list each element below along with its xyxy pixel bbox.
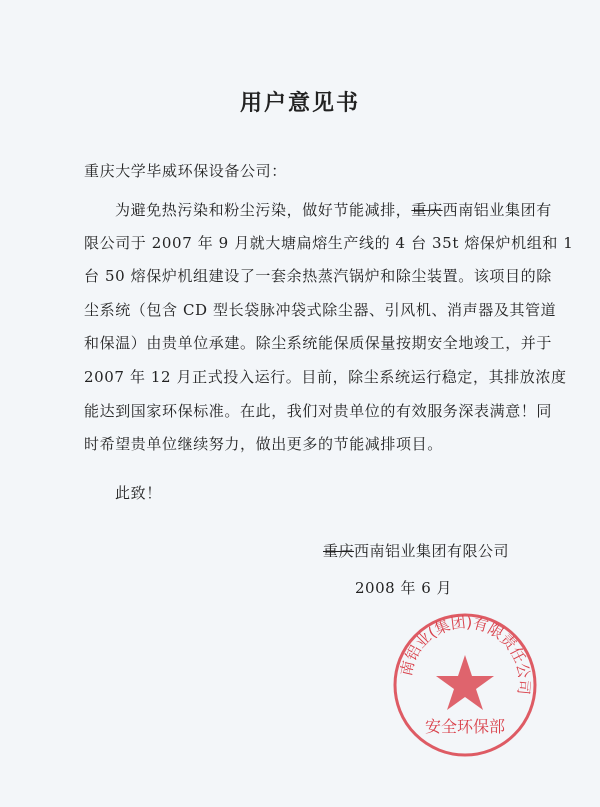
body-line-3: 台 50 熔保炉机组建设了一套余热蒸汽锅炉和除尘装置。该项目的除 (84, 267, 552, 285)
body-line-5: 和保温）由贵单位承建。除尘系统能保质保量按期安全地竣工，并于 (84, 334, 553, 352)
company-seal (390, 610, 540, 760)
seal-bottom-text: 安全环保部 (424, 717, 506, 736)
body-text: 为避免热污染和粉尘污染，做好节能减排， (115, 201, 412, 219)
seal-top-text: 南铝业(集团)有限责任公司 (397, 613, 534, 696)
greeting: 重庆大学毕威环保设备公司： (84, 162, 287, 180)
document-title: 用户意见书 (239, 90, 360, 116)
signature-struck-text: 重庆 (323, 542, 355, 560)
body-line-2: 限公司于 2007 年 9 月就大塘扁熔生产线的 4 台 35t 熔保炉机组和 1 (84, 234, 574, 252)
struck-text: 重庆 (411, 201, 443, 219)
signature-text: 西南铝业集团有限公司 (354, 542, 510, 560)
star-icon (436, 655, 494, 710)
signature (323, 540, 509, 561)
body-line-6: 2007 年 12 月正式投入运行。目前，除尘系统运行稳定，其排放浓度 (84, 368, 567, 386)
body-line-4: 尘系统（包含 CD 型长袋脉冲袋式除尘器、引风机、消声器及其管道 (84, 301, 557, 319)
body-line-8: 时希望贵单位继续努力，做出更多的节能减排项目。 (84, 435, 443, 453)
body-line-1 (115, 199, 552, 220)
body-text: 西南铝业集团有 (442, 201, 552, 219)
closing: 此致！ (115, 484, 162, 502)
date: 2008 年 6 月 (355, 579, 453, 597)
body-line-7: 能达到国家环保标准。在此，我们对贵单位的有效服务深表满意！同 (84, 402, 553, 420)
